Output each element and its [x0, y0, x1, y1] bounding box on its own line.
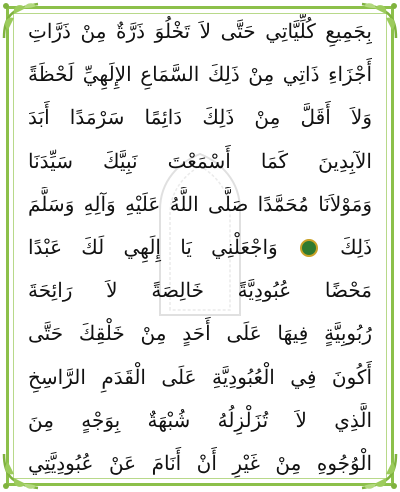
text-line: أَجْزَاءِ ذَاتِي مِنْ ذَلِكَ السَّمَاعِ الإِلَهِيِّ لَحْظَةً: [28, 62, 372, 87]
text-line-with-medallion: [28, 230, 372, 264]
text-line: الْوُجُوهِ مِنْ غَيْرِ أَنْ أَنَامَ عَنْ عُبُودِيَّتِي: [28, 450, 372, 475]
text-segment: وَاجْعَلْنِي يَا إِلَهِي لَكَ عَبْدًا: [28, 234, 278, 259]
text-line: الَّذِي لاَ تُزَلْزِلُهُ شُبْهَةٌ بِوَجْهٍ مِنَ: [28, 407, 372, 432]
prayer-text: [28, 14, 372, 480]
text-line: مَحْضًا عُبُودِيَّةً خَالِصَةً لاَ رَائِحَةَ: [28, 278, 372, 303]
text-line: رُبُوبِيَّةٍ فِيهَا عَلَى أَحَدٍ مِنْ خَلْقِكَ حَتَّى: [28, 321, 372, 346]
text-line: الآبِدِينَ كَمَا أَسْمَعْتَ نَبِيَّكَ سَيِّدَنَا: [28, 148, 372, 173]
text-line: بِجَمِيعِ كُلِّيَّاتِي حَتَّى لاَ تَخْلُوَ ذَرَّةٌ مِنْ ذَرَّاتِ: [28, 19, 372, 43]
text-line: وَمَوْلاَنَا مُحَمَّدًا صَلَّى اللَّهُ عَلَيْهِ وَآلِهِ وَسَلَّمَ: [28, 191, 372, 216]
text-line: وَلاَ أَقَلَّ مِنْ ذَلِكَ دَائِمًا سَرْمَدًا أَبَدَ: [28, 105, 372, 130]
text-segment: ذَلِكَ: [340, 234, 372, 259]
verse-medallion-icon: [300, 239, 318, 257]
text-line: أَكُونَ فِي الْعُبُودِيَّةِ عَلَى الْقَدَمِ الرَّاسِخِ: [28, 364, 372, 389]
